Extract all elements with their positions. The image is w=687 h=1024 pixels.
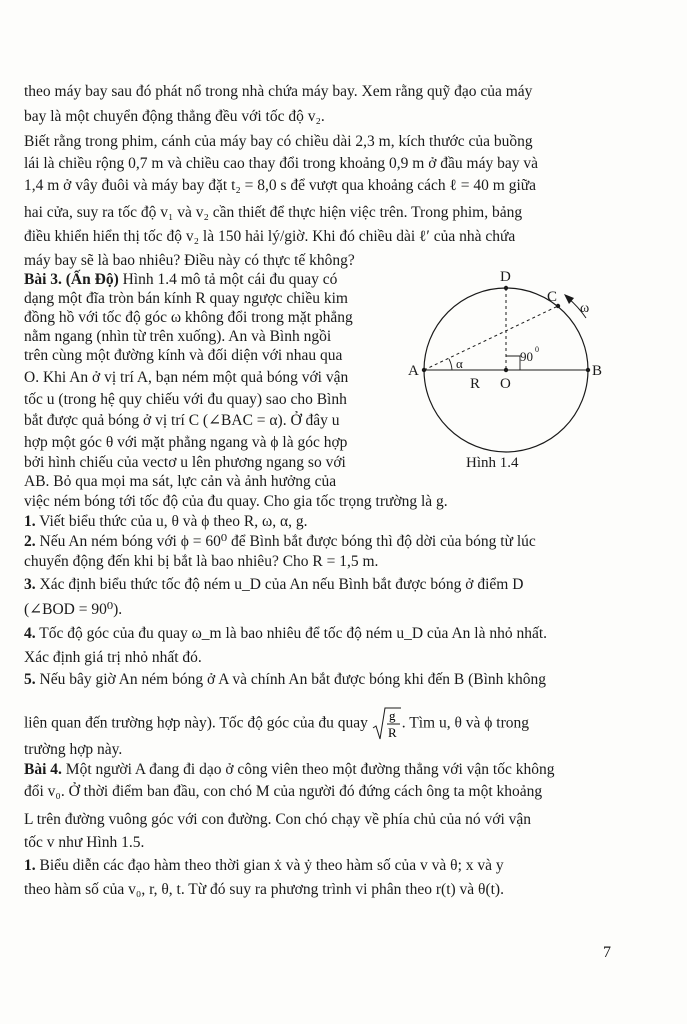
text-line: hợp một góc θ với mặt phẳng ngang và ϕ là góc hợp — [24, 434, 348, 451]
text-line: điều khiển hiển thị tốc độ v₂ là 150 hải lý/giờ. Khi đó chiều dài ℓ′ của nhà chứa — [24, 228, 516, 245]
text-line: O. Khi An ở vị trí A, bạn ném một quả bóng với vận — [24, 369, 349, 386]
question-text: Nếu An ném bóng với ϕ = 60⁰ để Bình bắt được bóng thì độ dời của bóng từ lúc — [35, 533, 536, 550]
question-text: (∠BOD = 90⁰). — [24, 601, 123, 618]
label-d: D — [500, 269, 511, 285]
text-line: bay là một chuyển động thẳng đều với tốc độ v₂. — [24, 108, 325, 125]
label-90: 90 — [520, 349, 533, 364]
label-r: R — [470, 376, 481, 392]
bai4-heading: Bài 4. — [24, 761, 62, 778]
text-line: nằm ngang (nhìn từ trên xuống). An và Bình ngồi — [24, 328, 332, 345]
question-3-cont — [24, 600, 122, 620]
text-line: L trên đường vuông góc với con đường. Con chó chạy về phía chủ của nó với vận — [24, 811, 532, 828]
point-a — [422, 368, 426, 372]
label-degree: 0 — [535, 345, 539, 354]
angle-alpha-arc — [449, 359, 452, 370]
question-text: Viết biểu thức của u, θ và ϕ theo R, ω, α, g. — [35, 513, 308, 530]
question-1 — [24, 512, 307, 532]
text-line: việc ném bóng tới tốc độ của đu quay. Cho gia tốc trọng trường là g. — [24, 493, 448, 510]
question-number: 2. — [24, 533, 36, 550]
page-number: 7 — [603, 944, 611, 961]
text-line: hai cửa, suy ra tốc độ v₁ và v₂ cần thiết để thực hiện việc trên. Trong phim, bảng — [24, 204, 523, 221]
figure-caption: Hình 1.4 — [466, 455, 519, 471]
question-5 — [24, 670, 546, 690]
question-text: Biểu diễn các đạo hàm theo thời gian ẋ và ẏ theo hàm số của v và θ; x và y — [35, 857, 504, 874]
question-5-formula-line — [24, 706, 529, 742]
label-a: A — [408, 363, 419, 379]
question-3 — [24, 575, 523, 595]
question-text: Tốc độ góc của đu quay ω_m là bao nhiêu để tốc độ ném u_D của An là nhỏ nhất. — [35, 625, 548, 642]
sqrt-numerator: g — [388, 708, 396, 723]
text-line: AB. Bỏ qua mọi ma sát, lực cản và ảnh hưởng của — [24, 473, 337, 490]
question-text: chuyển động đến khi bị bắt là bao nhiêu? Cho R = 1,5 m. — [24, 553, 379, 570]
sqrt-g-over-r — [372, 706, 402, 742]
label-c: C — [547, 289, 558, 305]
text-line: lái là chiều rộng 0,7 m và chiều cao thay đổi trong khoảng 0,9 m ở đầu máy bay và — [24, 155, 538, 172]
label-o: O — [500, 376, 511, 392]
label-b: B — [592, 363, 603, 379]
text-line: tốc u (trong hệ quy chiếu với đu quay) sao cho Bình — [24, 391, 347, 408]
text-line: đồng hồ với tốc độ góc ω không đổi trong mặt phẳng — [24, 309, 353, 326]
text-line: 1,4 m ở vây đuôi và máy bay đặt t₂ = 8,0 s để vượt qua khoảng cách ℓ = 40 m giữa — [24, 177, 537, 194]
question-text: Xác định biểu thức tốc độ ném u_D của An nếu Bình bắt được bóng ở điểm D — [35, 576, 524, 593]
question-5-end: trường hợp này. — [24, 741, 123, 758]
question-4-cont — [24, 648, 202, 668]
question-text: Nếu bây giờ An ném bóng ở A và chính An bắt được bóng khi đến B (Bình không — [35, 671, 547, 688]
question-text: liên quan đến trường hợp này). Tốc độ góc của đu quay — [24, 714, 368, 732]
question-text: Xác định giá trị nhỏ nhất đó. — [24, 649, 202, 666]
text-line: dạng một đĩa tròn bán kính R quay ngược chiều kim — [24, 290, 348, 307]
text-line: tốc v như Hình 1.5. — [24, 834, 145, 851]
text-line: bởi hình chiếu của vectơ u lên phương ngang so với — [24, 454, 346, 471]
point-d — [504, 286, 508, 290]
text-line: Một người A đang đi dạo ở công viên theo một đường thẳng với vận tốc không — [61, 761, 555, 778]
label-omega: ω — [580, 301, 590, 316]
text-line: trên cùng một đường kính và đối diện với nhau qua — [24, 347, 343, 364]
text-line: theo máy bay sau đó phát nổ trong nhà chứa máy bay. Xem rằng quỹ đạo của máy — [24, 83, 533, 100]
bai4-question-1 — [24, 856, 504, 876]
question-number: 5. — [24, 671, 36, 688]
text-line: đổi v₀. Ở thời điểm ban đầu, con chó M của người đó đứng cách ông ta một khoảng — [24, 783, 543, 800]
question-4 — [24, 624, 547, 644]
question-2 — [24, 532, 536, 552]
label-alpha: α — [456, 356, 463, 371]
text-line: bắt được quả bóng ở vị trí C (∠BAC = α). Ở đây u — [24, 412, 340, 429]
question-text: . Tìm u, θ và ϕ trong — [401, 714, 530, 732]
sqrt-denominator: R — [387, 725, 397, 740]
text-line: theo hàm số của v₀, r, θ, t. Từ đó suy ra phương trình vi phân theo r(t) và θ(t). — [24, 881, 504, 898]
question-number: 4. — [24, 625, 36, 642]
question-number: 1. — [24, 513, 36, 530]
right-angle-mark — [506, 356, 520, 370]
point-b — [586, 368, 590, 372]
bai3-first-line — [24, 270, 337, 290]
bai3-intro: Hình 1.4 mô tả một cái đu quay có — [118, 271, 338, 288]
figure-1-4-diagram — [408, 268, 648, 478]
center-point-o — [504, 368, 508, 372]
bai4-first-line — [24, 760, 555, 780]
question-number: 1. — [24, 857, 36, 874]
question-2-cont — [24, 552, 378, 572]
text-line: Biết rằng trong phim, cánh của máy bay có chiều dài 2,3 m, kích thước của buồng — [24, 133, 533, 150]
bai3-heading: Bài 3. (Ấn Độ) — [24, 271, 119, 288]
text-line: máy bay sẽ là bao nhiêu? Điều này có thực tế không? — [24, 252, 355, 269]
question-number: 3. — [24, 576, 36, 593]
